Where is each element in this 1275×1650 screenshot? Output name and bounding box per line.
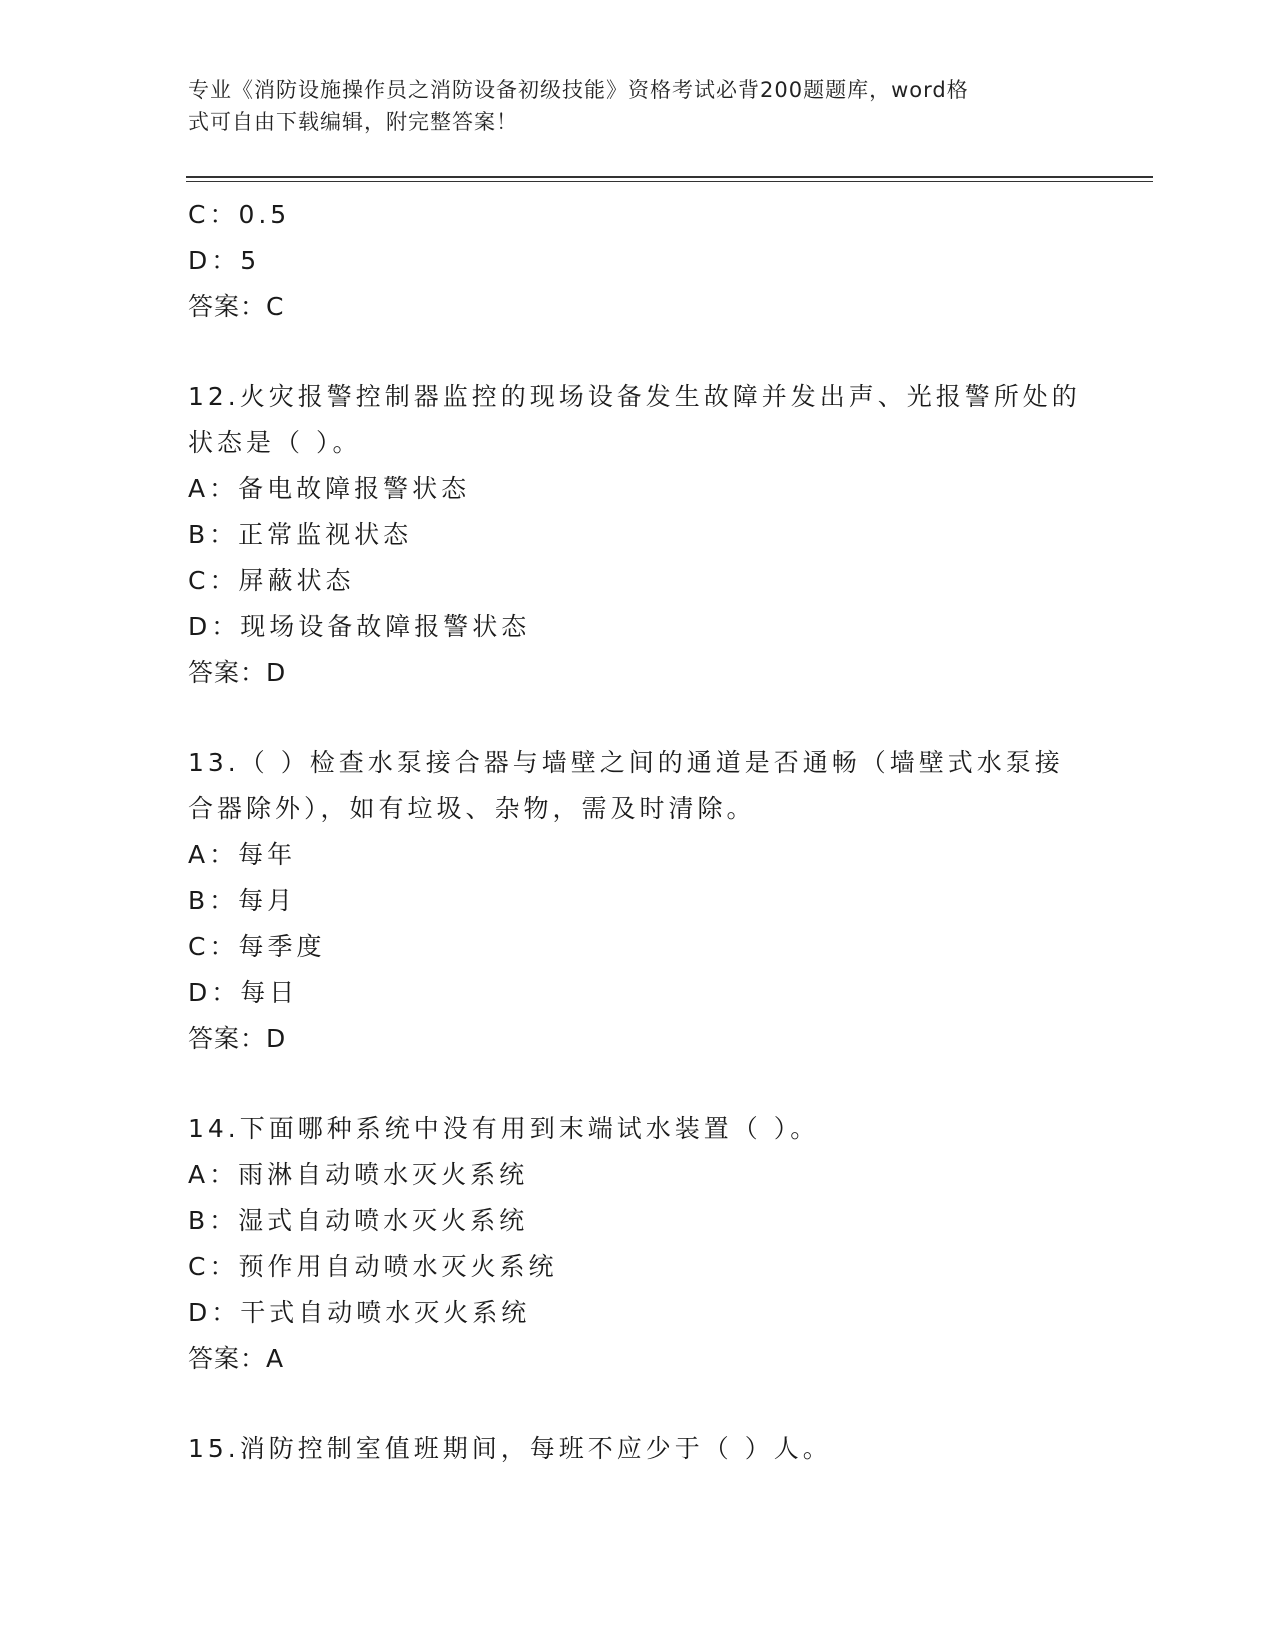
- option-b: B：正常监视状态: [188, 520, 413, 549]
- question-text: 14.下面哪种系统中没有用到末端试水装置（ ）。: [188, 1114, 820, 1143]
- option-c: C：0.5: [188, 200, 291, 229]
- option-a: A：备电故障报警状态: [188, 474, 471, 503]
- question-text-line-2: 合器除外），如有垃圾、杂物，需及时清除。: [188, 794, 756, 823]
- option-c: C：预作用自动喷水灭火系统: [188, 1252, 558, 1281]
- option-d: D：现场设备故障报警状态: [188, 612, 531, 641]
- header-line-2: 式可自由下载编辑，附完整答案！: [188, 110, 518, 134]
- option-c: C：每季度: [188, 932, 326, 961]
- answer-line: 答案：D: [188, 1024, 287, 1053]
- answer-line: 答案：C: [188, 292, 285, 321]
- option-b: B：每月: [188, 886, 297, 915]
- spacer: [188, 330, 1088, 374]
- spacer: [188, 1382, 1088, 1426]
- question-block-15: [188, 1426, 1088, 1472]
- question-block-14: [188, 1106, 1088, 1382]
- option-a: A：每年: [188, 840, 297, 869]
- answer-line: 答案：D: [188, 658, 287, 687]
- question-text: 15.消防控制室值班期间，每班不应少于（ ）人。: [188, 1434, 832, 1463]
- spacer: [188, 696, 1088, 740]
- header-rule-thin: [186, 181, 1153, 182]
- question-block-11: [188, 192, 1088, 330]
- header-rule-thick: [186, 176, 1153, 178]
- option-a: A：雨淋自动喷水灭火系统: [188, 1160, 529, 1189]
- answer-line: 答案：A: [188, 1344, 285, 1373]
- option-c: C：屏蔽状态: [188, 566, 355, 595]
- header-line-1: 专业《消防设施操作员之消防设备初级技能》资格考试必背200题题库，word格: [188, 78, 969, 102]
- option-b: B：湿式自动喷水灭火系统: [188, 1206, 529, 1235]
- question-block-13: [188, 740, 1088, 1062]
- question-text-line-2: 状态是（ ）。: [188, 428, 362, 457]
- question-list: [188, 192, 1088, 1472]
- document-header: [188, 74, 1068, 138]
- option-d: D：干式自动喷水灭火系统: [188, 1298, 531, 1327]
- question-block-12: [188, 374, 1088, 696]
- option-d: D：每日: [188, 978, 299, 1007]
- spacer: [188, 1062, 1088, 1106]
- option-d: D：5: [188, 246, 261, 275]
- question-text-line-1: 12.火灾报警控制器监控的现场设备发生故障并发出声、光报警所处的: [188, 382, 1081, 411]
- question-text-line-1: 13.（ ）检查水泵接合器与墙壁之间的通道是否通畅（墙壁式水泵接: [188, 748, 1064, 777]
